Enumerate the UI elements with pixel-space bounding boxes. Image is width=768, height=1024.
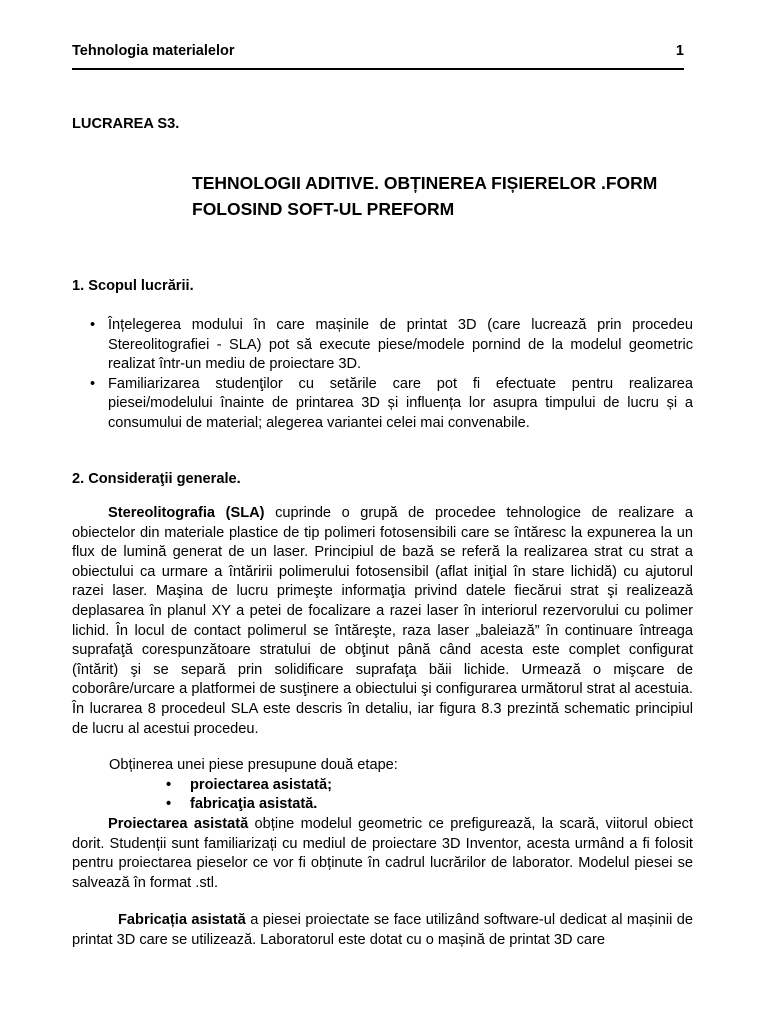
cam-description: a piesei proiectate se face utilizând software-ul dedicat al mașinii de printat 3D care se utilizează. Laboratorul este dotat cu o mașină de printat 3D care xyxy=(72,912,693,948)
cam-paragraph xyxy=(72,911,693,950)
page-header xyxy=(72,42,684,70)
cad-paragraph xyxy=(72,815,693,893)
cad-description: obține modelul geometric ce prefigurează, la scară, viitorul obiect dorit. Studenții sunt familiarizați cu mediul de proiectare 3D Inventor, acesta urmând a fi folosit pentru proiectarea pieselor ce vor fi obținute în cadrul lucrărilor de laborator. Modelul piesei se salvează în format .stl. xyxy=(72,816,693,891)
cam-term: Fabricația asistată xyxy=(118,912,246,928)
header-title: Tehnologia materialelor xyxy=(72,43,235,59)
sla-term: Stereolitografia (SLA) xyxy=(108,505,265,521)
main-title-line1: TEHNOLOGII ADITIVE. OBȚINEREA FIȘIERELOR .FORM xyxy=(192,173,658,193)
objective-item: • Familiarizarea studenţilor cu setările care pot fi efectuate pentru realizarea piesei/modelului înainte de printarea 3D și influența lor asupra timpului de lucru și a consumului de material; alegerea variantei celei mai convenabile. xyxy=(72,375,693,434)
main-title xyxy=(192,170,712,222)
cad-term: Proiectarea asistată xyxy=(108,816,249,832)
stages-intro: Obținerea unei piese presupune două etape: xyxy=(109,757,398,773)
objective-item: • Înțelegerea modului în care mașinile de printat 3D (care lucrează prin procedeu Stereolitografiei - SLA) pot să execute piese/modele pornind de la modelul geometric realizat într-un mediu de proiectare 3D. xyxy=(72,316,693,375)
lab-label: LUCRAREA S3. xyxy=(72,116,180,132)
objectives-list xyxy=(72,316,693,434)
section1-heading: 1. Scopul lucrării. xyxy=(72,278,194,294)
sla-description: cuprinde o grupă de procedee tehnologice de realizare a obiectelor din materiale plastice de tip polimeri fotosensibili care se întăresc la expunerea la un flux de lumină generat de un laser. Principiul de bază se referă la realizarea strat cu strat a obiectului ca urmare a întăririi polimerului fotosensibil (aflat iniţial în stare lichidă) cu ajutorul razei laser. Maşina de lucru primeşte informaţia privind datele fiecărui strat şi realizează deplasarea în planul XY a petei de focalizare a razei laser în interiorul rezervorului cu polimer lichid. În locul de contact polimerul se întăreşte, raza laser „baleiază” în continuare întreaga suprafaţă corespunzătoare stratului de obţinut până când acesta este complet configurat (întărit) şi se separă prin solidificare suprafaţa băii lichide. Urmează o mişcare de coborâre/urcare a platformei de susţinere a obiectului şi configurarea următorul strat al acestuia. În lucrarea 8 procedeul SLA este descris în detaliu, iar figura 8.3 prezintă schematic principiul de lucru al acestui procedeu. xyxy=(72,505,693,737)
page-number: 1 xyxy=(675,43,684,59)
stage-item: • proiectarea asistată; xyxy=(190,776,332,796)
stage-item: • fabricaţia asistată. xyxy=(190,795,317,815)
section2-heading: 2. Consideraţii generale. xyxy=(72,471,241,487)
sla-paragraph xyxy=(72,504,693,739)
main-title-line2: FOLOSIND SOFT-UL PREFORM xyxy=(192,199,455,219)
